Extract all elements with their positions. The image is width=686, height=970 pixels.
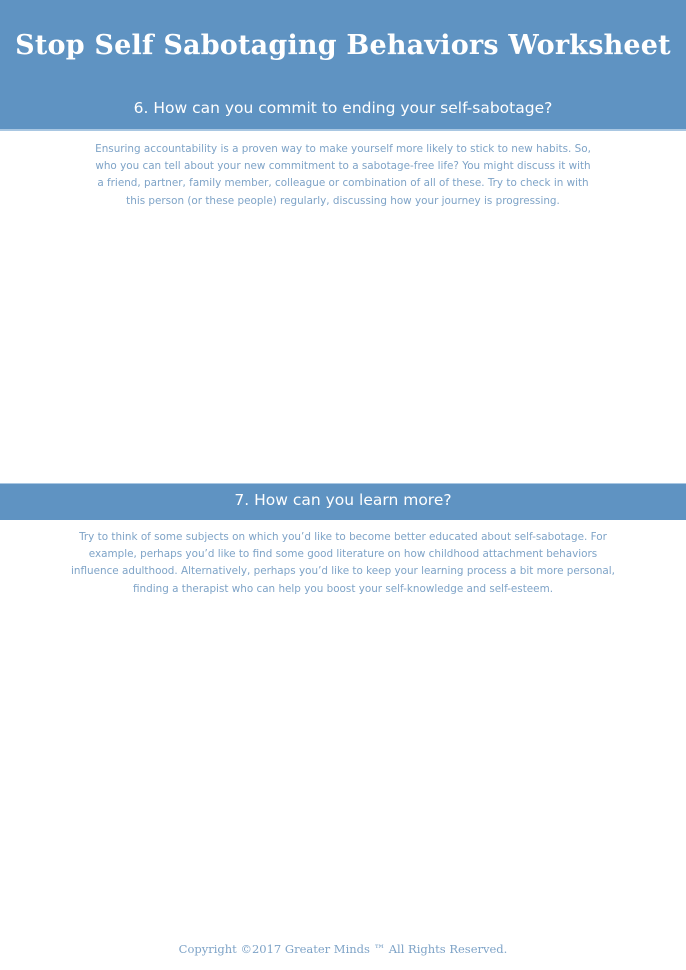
section-6-description (0, 141, 686, 210)
section-6-line: this person (or these people) regularly, discussing how your journey is progressing. (126, 194, 560, 207)
section-7-answer-space[interactable] (0, 605, 686, 925)
section-6-line: a friend, partner, family member, colleague or combination of all of these. Try to check in with (97, 177, 589, 190)
worksheet-title: Stop Self Sabotaging Behaviors Worksheet (15, 30, 671, 61)
section-7-line: example, perhaps you’d like to find some good literature on how childhood attachment behaviors (88, 548, 598, 561)
section-6-line: who you can tell about your new commitment to a sabotage-free life? You might discuss it with (95, 160, 591, 173)
header-banner (0, 0, 686, 131)
section-6-line: Ensuring accountability is a proven way to make yourself more likely to stick to new habits. So, (95, 143, 591, 155)
section-7-line: influence adulthood. Alternatively, perhaps you’d like to keep your learning process a bit more personal, (71, 565, 615, 578)
section-6-heading: 6. How can you commit to ending your self-sabotage? (133, 99, 553, 117)
section-7-line: finding a therapist who can help you boost your self-knowledge and self-esteem. (133, 582, 553, 595)
section-6-answer-space[interactable] (0, 215, 686, 480)
section-7-heading: 7. How can you learn more? (234, 491, 452, 509)
section-7-line: Try to think of some subjects on which you’d like to become better educated about self-sabotage. For (79, 531, 607, 543)
section-7-description (0, 529, 686, 598)
copyright-footer: Copyright ©2017 Greater Minds ™ All Rights Reserved. (178, 942, 508, 956)
